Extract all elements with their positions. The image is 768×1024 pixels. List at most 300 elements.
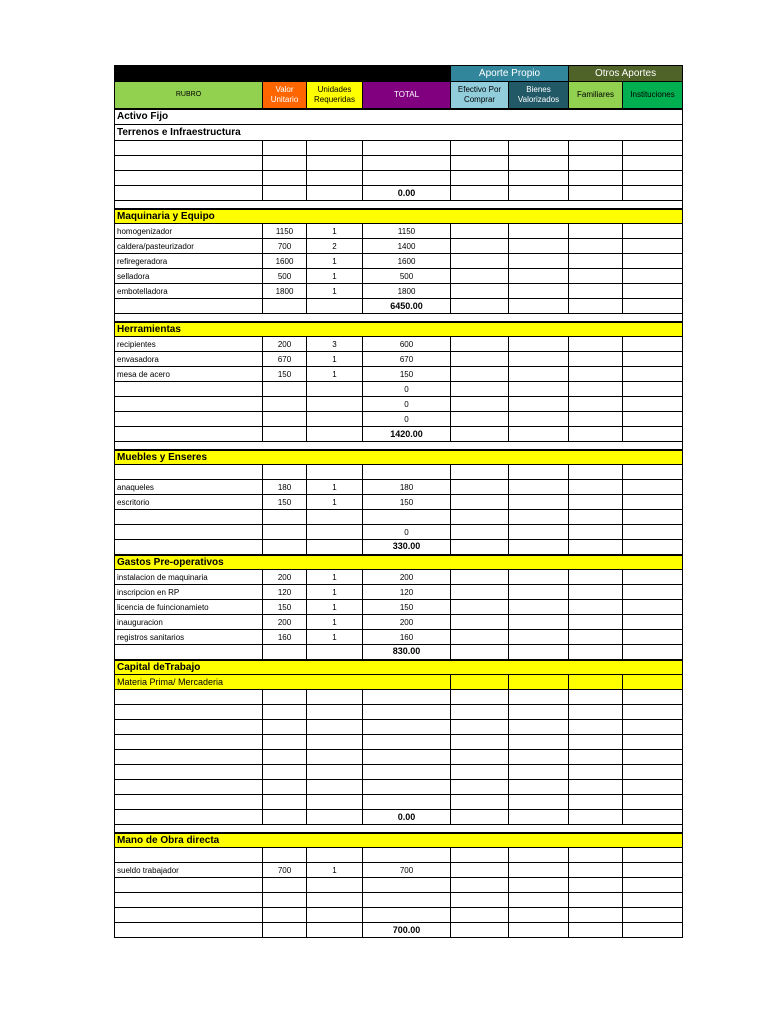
valor-unitario-cell[interactable] (263, 795, 307, 810)
unidades-cell[interactable] (307, 465, 363, 480)
unidades-cell[interactable] (307, 810, 363, 825)
familiares-cell[interactable] (569, 705, 623, 720)
rubro-cell[interactable] (115, 908, 263, 923)
efectivo-cell[interactable] (451, 848, 509, 863)
valor-unitario-cell[interactable] (263, 750, 307, 765)
efectivo-cell[interactable] (451, 352, 509, 367)
bienes-cell[interactable] (509, 690, 569, 705)
valor-unitario-cell[interactable]: 500 (263, 269, 307, 284)
familiares-cell[interactable] (569, 382, 623, 397)
rubro-cell[interactable] (115, 645, 263, 660)
instituciones-cell[interactable] (623, 848, 683, 863)
efectivo-cell[interactable] (451, 630, 509, 645)
bienes-cell[interactable] (509, 735, 569, 750)
instituciones-cell[interactable] (623, 765, 683, 780)
efectivo-cell[interactable] (451, 224, 509, 239)
total-cell[interactable]: 0 (363, 397, 451, 412)
instituciones-cell[interactable] (623, 299, 683, 314)
bienes-cell[interactable] (509, 495, 569, 510)
total-cell[interactable]: 1600 (363, 254, 451, 269)
total-cell[interactable]: 0 (363, 382, 451, 397)
familiares-cell[interactable] (569, 254, 623, 269)
instituciones-cell[interactable] (623, 141, 683, 156)
valor-unitario-cell[interactable] (263, 540, 307, 555)
instituciones-cell[interactable] (623, 171, 683, 186)
rubro-cell[interactable] (115, 848, 263, 863)
efectivo-cell[interactable] (451, 923, 509, 938)
rubro-cell[interactable]: registros sanitarios (115, 630, 263, 645)
unidades-cell[interactable] (307, 141, 363, 156)
valor-unitario-cell[interactable] (263, 735, 307, 750)
efectivo-cell[interactable] (451, 510, 509, 525)
valor-unitario-cell[interactable] (263, 908, 307, 923)
unidades-cell[interactable] (307, 171, 363, 186)
rubro-cell[interactable] (115, 795, 263, 810)
bienes-cell[interactable] (509, 795, 569, 810)
rubro-cell[interactable] (115, 299, 263, 314)
valor-unitario-cell[interactable] (263, 156, 307, 171)
total-cell[interactable] (363, 465, 451, 480)
bienes-cell[interactable] (509, 848, 569, 863)
rubro-cell[interactable] (115, 750, 263, 765)
instituciones-cell[interactable] (623, 923, 683, 938)
valor-unitario-cell[interactable] (263, 810, 307, 825)
unidades-cell[interactable]: 2 (307, 239, 363, 254)
valor-unitario-cell[interactable]: 1150 (263, 224, 307, 239)
total-cell[interactable] (363, 705, 451, 720)
efectivo-cell[interactable] (451, 337, 509, 352)
bienes-cell[interactable] (509, 908, 569, 923)
familiares-cell[interactable] (569, 480, 623, 495)
familiares-cell[interactable] (569, 570, 623, 585)
efectivo-cell[interactable] (451, 878, 509, 893)
familiares-cell[interactable] (569, 908, 623, 923)
instituciones-cell[interactable] (623, 735, 683, 750)
familiares-cell[interactable] (569, 495, 623, 510)
instituciones-cell[interactable] (623, 367, 683, 382)
bienes-cell[interactable] (509, 239, 569, 254)
bienes-cell[interactable] (509, 337, 569, 352)
valor-unitario-cell[interactable] (263, 465, 307, 480)
familiares-cell[interactable] (569, 690, 623, 705)
rubro-cell[interactable] (115, 525, 263, 540)
familiares-cell[interactable] (569, 427, 623, 442)
total-cell[interactable]: 500 (363, 269, 451, 284)
familiares-cell[interactable] (569, 585, 623, 600)
unidades-cell[interactable] (307, 720, 363, 735)
familiares-cell[interactable] (569, 412, 623, 427)
total-cell[interactable]: 180 (363, 480, 451, 495)
total-cell[interactable] (363, 878, 451, 893)
valor-unitario-cell[interactable] (263, 923, 307, 938)
rubro-cell[interactable] (115, 780, 263, 795)
instituciones-cell[interactable] (623, 878, 683, 893)
instituciones-cell[interactable] (623, 863, 683, 878)
total-cell[interactable] (363, 765, 451, 780)
bienes-cell[interactable] (509, 750, 569, 765)
rubro-cell[interactable] (115, 171, 263, 186)
unidades-cell[interactable]: 1 (307, 269, 363, 284)
efectivo-cell[interactable] (451, 863, 509, 878)
bienes-cell[interactable] (509, 186, 569, 201)
familiares-cell[interactable] (569, 352, 623, 367)
instituciones-cell[interactable] (623, 510, 683, 525)
bienes-cell[interactable] (509, 810, 569, 825)
rubro-cell[interactable] (115, 923, 263, 938)
bienes-cell[interactable] (509, 352, 569, 367)
total-cell[interactable]: 1400 (363, 239, 451, 254)
instituciones-cell[interactable] (623, 570, 683, 585)
total-cell[interactable]: 200 (363, 570, 451, 585)
instituciones-cell[interactable] (623, 495, 683, 510)
efectivo-cell[interactable] (451, 600, 509, 615)
total-cell[interactable] (363, 750, 451, 765)
familiares-cell[interactable] (569, 893, 623, 908)
unidades-cell[interactable]: 1 (307, 367, 363, 382)
bienes-cell[interactable] (509, 630, 569, 645)
familiares-cell[interactable] (569, 795, 623, 810)
instituciones-cell[interactable] (623, 780, 683, 795)
efectivo-cell[interactable] (451, 540, 509, 555)
valor-unitario-cell[interactable]: 200 (263, 615, 307, 630)
bienes-cell[interactable] (509, 720, 569, 735)
efectivo-cell[interactable] (451, 186, 509, 201)
total-cell[interactable] (363, 156, 451, 171)
rubro-cell[interactable]: envasadora (115, 352, 263, 367)
valor-unitario-cell[interactable] (263, 427, 307, 442)
unidades-cell[interactable] (307, 427, 363, 442)
familiares-cell[interactable] (569, 337, 623, 352)
familiares-cell[interactable] (569, 848, 623, 863)
efectivo-cell[interactable] (451, 810, 509, 825)
valor-unitario-cell[interactable]: 150 (263, 367, 307, 382)
total-cell[interactable] (363, 141, 451, 156)
unidades-cell[interactable] (307, 397, 363, 412)
total-cell[interactable] (363, 908, 451, 923)
valor-unitario-cell[interactable] (263, 382, 307, 397)
familiares-cell[interactable] (569, 239, 623, 254)
instituciones-cell[interactable] (623, 893, 683, 908)
unidades-cell[interactable]: 1 (307, 863, 363, 878)
instituciones-cell[interactable] (623, 239, 683, 254)
efectivo-cell[interactable] (451, 141, 509, 156)
instituciones-cell[interactable] (623, 254, 683, 269)
bienes-cell[interactable] (509, 525, 569, 540)
total-cell[interactable] (363, 510, 451, 525)
familiares-cell[interactable] (569, 600, 623, 615)
efectivo-cell[interactable] (451, 269, 509, 284)
total-cell[interactable]: 120 (363, 585, 451, 600)
total-cell[interactable]: 150 (363, 495, 451, 510)
efectivo-cell[interactable] (451, 720, 509, 735)
familiares-cell[interactable] (569, 465, 623, 480)
instituciones-cell[interactable] (623, 186, 683, 201)
unidades-cell[interactable]: 1 (307, 495, 363, 510)
bienes-cell[interactable] (509, 269, 569, 284)
rubro-cell[interactable]: inscripcion en RP (115, 585, 263, 600)
rubro-cell[interactable] (115, 412, 263, 427)
total-cell[interactable]: 0 (363, 525, 451, 540)
unidades-cell[interactable] (307, 765, 363, 780)
bienes-cell[interactable] (509, 878, 569, 893)
rubro-cell[interactable] (115, 397, 263, 412)
bienes-cell[interactable] (509, 780, 569, 795)
unidades-cell[interactable] (307, 299, 363, 314)
bienes-cell[interactable] (509, 510, 569, 525)
efectivo-cell[interactable] (451, 765, 509, 780)
total-cell[interactable]: 150 (363, 600, 451, 615)
unidades-cell[interactable] (307, 382, 363, 397)
instituciones-cell[interactable] (623, 645, 683, 660)
familiares-cell[interactable] (569, 284, 623, 299)
efectivo-cell[interactable] (451, 705, 509, 720)
instituciones-cell[interactable] (623, 427, 683, 442)
rubro-cell[interactable]: refiregeradora (115, 254, 263, 269)
efectivo-cell[interactable] (451, 893, 509, 908)
familiares-cell[interactable] (569, 765, 623, 780)
valor-unitario-cell[interactable] (263, 171, 307, 186)
empty-cell[interactable] (623, 675, 683, 690)
instituciones-cell[interactable] (623, 705, 683, 720)
valor-unitario-cell[interactable] (263, 780, 307, 795)
rubro-cell[interactable]: escritorio (115, 495, 263, 510)
bienes-cell[interactable] (509, 863, 569, 878)
familiares-cell[interactable] (569, 615, 623, 630)
rubro-cell[interactable] (115, 141, 263, 156)
rubro-cell[interactable] (115, 893, 263, 908)
rubro-cell[interactable]: instalacion de maquinaria (115, 570, 263, 585)
total-cell[interactable] (363, 735, 451, 750)
rubro-cell[interactable]: selladora (115, 269, 263, 284)
rubro-cell[interactable] (115, 510, 263, 525)
bienes-cell[interactable] (509, 156, 569, 171)
valor-unitario-cell[interactable] (263, 412, 307, 427)
familiares-cell[interactable] (569, 156, 623, 171)
bienes-cell[interactable] (509, 382, 569, 397)
rubro-cell[interactable] (115, 156, 263, 171)
instituciones-cell[interactable] (623, 540, 683, 555)
valor-unitario-cell[interactable]: 150 (263, 600, 307, 615)
bienes-cell[interactable] (509, 397, 569, 412)
bienes-cell[interactable] (509, 765, 569, 780)
familiares-cell[interactable] (569, 750, 623, 765)
bienes-cell[interactable] (509, 427, 569, 442)
unidades-cell[interactable] (307, 795, 363, 810)
instituciones-cell[interactable] (623, 630, 683, 645)
rubro-cell[interactable] (115, 690, 263, 705)
valor-unitario-cell[interactable]: 700 (263, 239, 307, 254)
rubro-cell[interactable] (115, 810, 263, 825)
total-cell[interactable] (363, 720, 451, 735)
valor-unitario-cell[interactable] (263, 690, 307, 705)
unidades-cell[interactable] (307, 878, 363, 893)
unidades-cell[interactable] (307, 412, 363, 427)
instituciones-cell[interactable] (623, 224, 683, 239)
valor-unitario-cell[interactable] (263, 186, 307, 201)
unidades-cell[interactable]: 1 (307, 254, 363, 269)
familiares-cell[interactable] (569, 780, 623, 795)
efectivo-cell[interactable] (451, 284, 509, 299)
bienes-cell[interactable] (509, 254, 569, 269)
unidades-cell[interactable] (307, 923, 363, 938)
efectivo-cell[interactable] (451, 382, 509, 397)
familiares-cell[interactable] (569, 863, 623, 878)
valor-unitario-cell[interactable]: 1800 (263, 284, 307, 299)
efectivo-cell[interactable] (451, 299, 509, 314)
efectivo-cell[interactable] (451, 427, 509, 442)
valor-unitario-cell[interactable] (263, 645, 307, 660)
efectivo-cell[interactable] (451, 254, 509, 269)
empty-cell[interactable] (509, 675, 569, 690)
valor-unitario-cell[interactable]: 700 (263, 863, 307, 878)
efectivo-cell[interactable] (451, 465, 509, 480)
rubro-cell[interactable] (115, 720, 263, 735)
familiares-cell[interactable] (569, 923, 623, 938)
total-cell[interactable]: 700 (363, 863, 451, 878)
efectivo-cell[interactable] (451, 735, 509, 750)
empty-cell[interactable] (451, 675, 509, 690)
empty-cell[interactable] (569, 675, 623, 690)
valor-unitario-cell[interactable] (263, 848, 307, 863)
unidades-cell[interactable]: 1 (307, 585, 363, 600)
valor-unitario-cell[interactable]: 150 (263, 495, 307, 510)
efectivo-cell[interactable] (451, 795, 509, 810)
unidades-cell[interactable] (307, 186, 363, 201)
familiares-cell[interactable] (569, 269, 623, 284)
bienes-cell[interactable] (509, 141, 569, 156)
bienes-cell[interactable] (509, 705, 569, 720)
instituciones-cell[interactable] (623, 585, 683, 600)
rubro-cell[interactable] (115, 427, 263, 442)
familiares-cell[interactable] (569, 224, 623, 239)
rubro-cell[interactable] (115, 186, 263, 201)
familiares-cell[interactable] (569, 367, 623, 382)
valor-unitario-cell[interactable] (263, 720, 307, 735)
unidades-cell[interactable]: 1 (307, 284, 363, 299)
rubro-cell[interactable]: embotelladora (115, 284, 263, 299)
efectivo-cell[interactable] (451, 480, 509, 495)
rubro-cell[interactable] (115, 705, 263, 720)
valor-unitario-cell[interactable]: 160 (263, 630, 307, 645)
valor-unitario-cell[interactable] (263, 397, 307, 412)
unidades-cell[interactable]: 1 (307, 480, 363, 495)
rubro-cell[interactable] (115, 765, 263, 780)
efectivo-cell[interactable] (451, 585, 509, 600)
rubro-cell[interactable]: mesa de acero (115, 367, 263, 382)
familiares-cell[interactable] (569, 186, 623, 201)
rubro-cell[interactable] (115, 735, 263, 750)
valor-unitario-cell[interactable] (263, 141, 307, 156)
bienes-cell[interactable] (509, 600, 569, 615)
familiares-cell[interactable] (569, 810, 623, 825)
valor-unitario-cell[interactable]: 180 (263, 480, 307, 495)
unidades-cell[interactable] (307, 156, 363, 171)
instituciones-cell[interactable] (623, 480, 683, 495)
unidades-cell[interactable]: 3 (307, 337, 363, 352)
familiares-cell[interactable] (569, 171, 623, 186)
valor-unitario-cell[interactable] (263, 525, 307, 540)
bienes-cell[interactable] (509, 299, 569, 314)
efectivo-cell[interactable] (451, 239, 509, 254)
rubro-cell[interactable]: sueldo trabajador (115, 863, 263, 878)
bienes-cell[interactable] (509, 480, 569, 495)
rubro-cell[interactable]: caldera/pasteurizador (115, 239, 263, 254)
instituciones-cell[interactable] (623, 795, 683, 810)
bienes-cell[interactable] (509, 224, 569, 239)
instituciones-cell[interactable] (623, 525, 683, 540)
bienes-cell[interactable] (509, 465, 569, 480)
valor-unitario-cell[interactable]: 200 (263, 337, 307, 352)
total-cell[interactable] (363, 848, 451, 863)
unidades-cell[interactable] (307, 735, 363, 750)
instituciones-cell[interactable] (623, 690, 683, 705)
instituciones-cell[interactable] (623, 337, 683, 352)
unidades-cell[interactable] (307, 525, 363, 540)
rubro-cell[interactable]: homogenizador (115, 224, 263, 239)
unidades-cell[interactable] (307, 908, 363, 923)
total-cell[interactable]: 1800 (363, 284, 451, 299)
instituciones-cell[interactable] (623, 615, 683, 630)
total-cell[interactable]: 1150 (363, 224, 451, 239)
total-cell[interactable] (363, 893, 451, 908)
bienes-cell[interactable] (509, 284, 569, 299)
valor-unitario-cell[interactable] (263, 765, 307, 780)
total-cell[interactable]: 670 (363, 352, 451, 367)
efectivo-cell[interactable] (451, 171, 509, 186)
valor-unitario-cell[interactable] (263, 878, 307, 893)
unidades-cell[interactable] (307, 510, 363, 525)
efectivo-cell[interactable] (451, 780, 509, 795)
efectivo-cell[interactable] (451, 750, 509, 765)
efectivo-cell[interactable] (451, 156, 509, 171)
bienes-cell[interactable] (509, 367, 569, 382)
bienes-cell[interactable] (509, 645, 569, 660)
bienes-cell[interactable] (509, 412, 569, 427)
rubro-cell[interactable] (115, 540, 263, 555)
efectivo-cell[interactable] (451, 908, 509, 923)
unidades-cell[interactable]: 1 (307, 615, 363, 630)
familiares-cell[interactable] (569, 720, 623, 735)
unidades-cell[interactable]: 1 (307, 224, 363, 239)
bienes-cell[interactable] (509, 585, 569, 600)
total-cell[interactable]: 600 (363, 337, 451, 352)
total-cell[interactable]: 150 (363, 367, 451, 382)
instituciones-cell[interactable] (623, 156, 683, 171)
unidades-cell[interactable]: 1 (307, 600, 363, 615)
unidades-cell[interactable] (307, 645, 363, 660)
valor-unitario-cell[interactable] (263, 705, 307, 720)
efectivo-cell[interactable] (451, 570, 509, 585)
familiares-cell[interactable] (569, 141, 623, 156)
rubro-cell[interactable]: recipientes (115, 337, 263, 352)
total-cell[interactable] (363, 780, 451, 795)
unidades-cell[interactable] (307, 893, 363, 908)
valor-unitario-cell[interactable] (263, 510, 307, 525)
familiares-cell[interactable] (569, 878, 623, 893)
bienes-cell[interactable] (509, 171, 569, 186)
familiares-cell[interactable] (569, 630, 623, 645)
familiares-cell[interactable] (569, 397, 623, 412)
instituciones-cell[interactable] (623, 284, 683, 299)
valor-unitario-cell[interactable]: 1600 (263, 254, 307, 269)
total-cell[interactable]: 160 (363, 630, 451, 645)
efectivo-cell[interactable] (451, 525, 509, 540)
bienes-cell[interactable] (509, 570, 569, 585)
rubro-cell[interactable] (115, 878, 263, 893)
unidades-cell[interactable]: 1 (307, 352, 363, 367)
efectivo-cell[interactable] (451, 412, 509, 427)
total-cell[interactable] (363, 795, 451, 810)
